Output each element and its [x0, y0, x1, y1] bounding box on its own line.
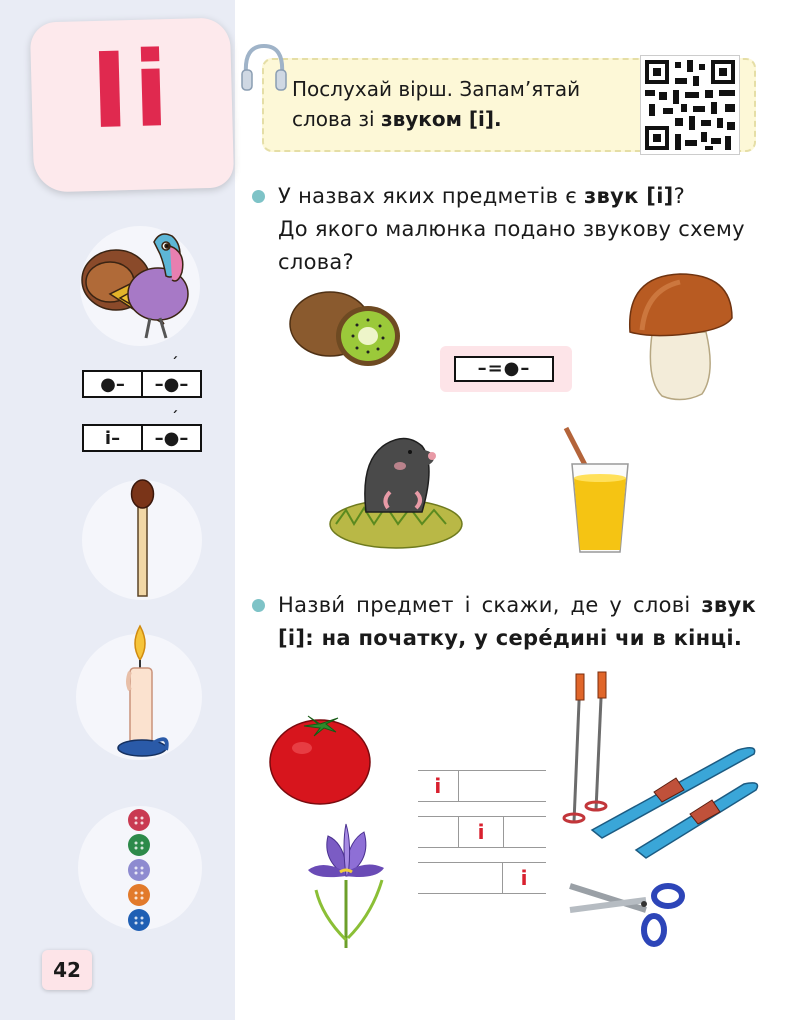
headphones-icon — [238, 40, 288, 96]
letter-card — [30, 17, 234, 192]
instruction-text — [292, 74, 622, 134]
row-3-cell-1 — [418, 863, 503, 893]
sound-schema-1 — [82, 356, 202, 398]
schema-1-cell-2 — [141, 356, 200, 396]
letter-table-row-3 — [418, 862, 546, 894]
skis-illustration — [558, 672, 760, 862]
schema-1-accent: ´ — [171, 356, 178, 372]
schema-2-cell-2 — [141, 410, 200, 450]
row-2-cell-1 — [418, 817, 459, 847]
page-number: 42 — [42, 950, 92, 990]
kiwi-illustration — [288, 284, 408, 374]
match-illustration — [128, 478, 158, 598]
instruction-bold: звуком [і]. — [380, 107, 502, 131]
row-2-cell-3 — [504, 817, 546, 847]
letter-title: Іі — [88, 27, 175, 153]
schema-1-cell-1: ●– — [100, 373, 125, 395]
task-1-bold: звук [і] — [584, 184, 674, 208]
row-2-cell-2: і — [459, 817, 504, 847]
letter-table-row-1 — [418, 770, 546, 802]
task-1-question: ? — [673, 184, 686, 208]
qr-code-icon — [645, 60, 735, 150]
letter-table-row-2 — [418, 816, 546, 848]
tomato-illustration — [268, 710, 372, 806]
iris-illustration — [302, 820, 392, 950]
juice-illustration — [560, 424, 640, 560]
schema-1-cell-2-text: –●– — [154, 373, 189, 395]
scissors-illustration — [566, 866, 686, 950]
mole-illustration — [326, 420, 466, 550]
task-2-bullet — [252, 599, 265, 612]
turkey-illustration — [80, 224, 200, 348]
mushroom-illustration — [626, 270, 736, 404]
row-1-cell-1: і — [418, 771, 459, 801]
schema-2-cell-2-text: –●– — [154, 427, 189, 449]
task-1-line-2: До якого малюнка подано звукову схему слова? — [278, 217, 745, 274]
sound-schema-2 — [82, 410, 202, 452]
row-3-cell-2: і — [520, 866, 528, 890]
buttons-illustration — [124, 806, 154, 934]
instruction-plain: Послухай вірш. Запам’ятай слова зі — [292, 77, 581, 131]
task-2-plain: Назви́ предмет і скажи, де у слові — [278, 593, 702, 617]
row-1-cell-2 — [459, 771, 546, 801]
task-1-line-1: У назвах яких предметів є — [278, 184, 585, 208]
schema-2-cell-1: і– — [104, 427, 121, 449]
task-2-text — [278, 589, 756, 655]
sound-scheme: –=●– — [454, 356, 554, 382]
candle-illustration — [116, 622, 176, 768]
qr-code[interactable] — [640, 55, 740, 155]
task-1-text — [278, 180, 756, 279]
sound-scheme-card — [440, 346, 572, 392]
schema-2-accent: ´ — [171, 410, 178, 426]
task-2-bold: звук [і]: на початку, у сере́дині чи в кінці. — [278, 593, 756, 650]
task-1-bullet — [252, 190, 265, 203]
